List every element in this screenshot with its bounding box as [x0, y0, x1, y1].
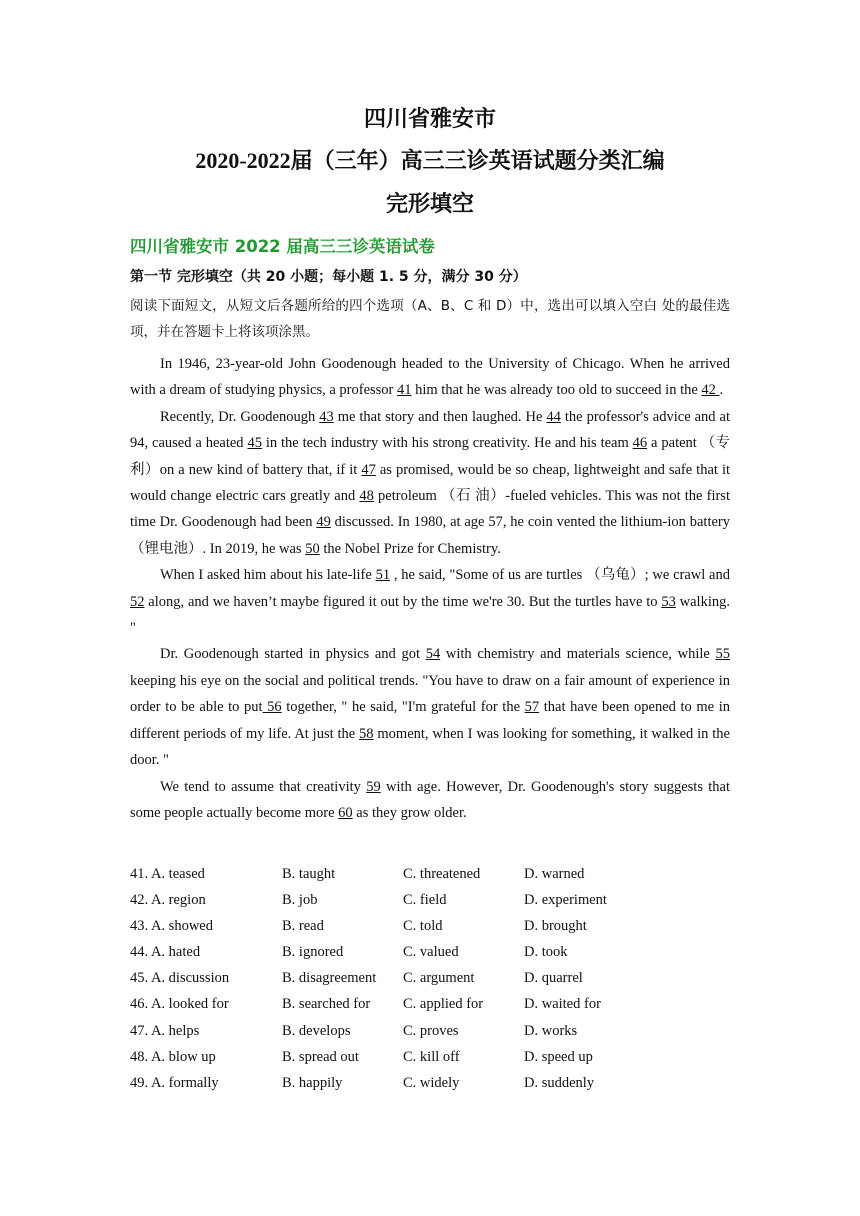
options-list	[130, 861, 730, 1096]
option-row	[130, 939, 730, 965]
instructions: 阅读下面短文，从短文后各题所给的四个选项（A、B、C 和 D）中，选出可以填入空白 处的最佳选项，并在答题卡上将该项涂黑。	[130, 298, 730, 341]
passage-text: petroleum （石 油）-fueled vehicles. This was not the first time Dr. Goodenough had been	[130, 488, 730, 531]
option-choice: C. field	[403, 892, 447, 909]
passage-text: with age. However, Dr. Goodenough's story suggests that some people actually become more	[130, 778, 730, 821]
doc-title-region: 四川省雅安市	[363, 106, 496, 131]
passage-text: as they grow older.	[352, 804, 467, 821]
option-choice: D. brought	[524, 918, 587, 935]
doc-title-topic: 完形填空	[385, 191, 474, 216]
option-row	[130, 991, 730, 1017]
option-choice: 46. A. looked for	[130, 996, 229, 1013]
option-choice: B. disagreement	[282, 970, 377, 987]
blank-number: 45	[247, 435, 262, 452]
blank-number: 55	[715, 646, 730, 663]
option-row	[130, 965, 730, 991]
passage-text: the professor's advice and at 94, caused a heated	[130, 408, 730, 452]
option-choice: 41. A. teased	[130, 866, 205, 882]
blank-number: 43	[319, 408, 334, 425]
option-choice: B. develops	[282, 1022, 351, 1039]
option-choice: C. threatened	[403, 866, 481, 882]
section-heading: 四川省雅安市 2022 届高三三诊英语试卷	[130, 237, 435, 256]
passage-text: .	[719, 382, 724, 399]
option-choice: D. waited for	[524, 996, 601, 1013]
paragraph	[130, 774, 730, 827]
option-choice: C. valued	[403, 944, 459, 961]
blank-number: 49	[316, 514, 331, 531]
blank-number: 46	[632, 435, 648, 452]
option-row	[130, 1018, 730, 1044]
option-choice: C. kill off	[403, 1048, 460, 1065]
doc-title-main: 2020-2022届（三年）高三三诊英语试题分类汇编	[195, 148, 665, 173]
blank-number: 44	[546, 408, 561, 425]
blank-number: 58	[359, 725, 374, 742]
passage-text: Dr. Goodenough started in physics and got	[160, 646, 426, 663]
option-choice: D. took	[524, 944, 568, 961]
option-choice: C. argument	[403, 970, 475, 987]
option-row	[130, 1044, 730, 1070]
option-choice: C. applied for	[403, 996, 484, 1013]
option-row	[130, 861, 730, 887]
blank-number: 52	[130, 593, 145, 610]
passage-text: along, and we haven’t maybe figured it out by the time we're 30. But the turtles have to	[144, 593, 662, 610]
blank-number: 50	[305, 540, 320, 557]
passage-text: When I asked him about his late-life	[160, 567, 376, 584]
blank-number: 47	[361, 461, 376, 478]
option-row	[130, 913, 730, 939]
option-choice: D. works	[524, 1022, 578, 1039]
blank-number: 54	[425, 646, 441, 663]
passage-text: him that he was already too old to succeed in the	[411, 382, 702, 399]
option-choice: 49. A. formally	[130, 1074, 219, 1091]
part-heading: 第一节 完形填空（共 20 小题；每小题 1. 5 分，满分 30 分）	[130, 269, 527, 285]
passage-text: the Nobel Prize for Chemistry.	[319, 540, 501, 557]
option-choice: B. happily	[282, 1074, 343, 1091]
blank-number: 53	[661, 593, 676, 610]
passage-text: a patent （专利）on a new kind of battery that, if it	[130, 435, 730, 478]
passage-text: Recently, Dr. Goodenough	[160, 408, 320, 425]
option-choice: 43. A. showed	[130, 918, 213, 935]
blank-number: 41	[397, 382, 412, 399]
passage-text: We tend to assume that creativity	[160, 778, 367, 795]
passage-text: keeping his eye on the social and political trends. "You have to draw on a fair amount of experience in order to be able to put	[130, 672, 730, 716]
blank-number: 48	[359, 488, 374, 505]
passage-text: In 1946, 23-year-old John Goodenough headed to the University of Chicago. When he arrived with a dream of studying physics, a professor	[130, 356, 730, 399]
passage-text: me that story and then laughed. He	[333, 408, 547, 425]
passage-text: walking. "	[130, 593, 730, 637]
option-row	[130, 1070, 730, 1096]
option-choice: 48. A. blow up	[130, 1048, 216, 1065]
option-choice: C. widely	[403, 1074, 460, 1091]
blank-number: 56	[262, 699, 282, 716]
passage-text: with chemistry and materials science, while	[440, 646, 716, 663]
option-choice: 42. A. region	[130, 892, 206, 909]
option-choice: D. quarrel	[524, 970, 583, 987]
option-choice: D. experiment	[524, 892, 607, 909]
passage-text: as promised, would be so cheap, lightweight and safe that it would change electric cars greatly and	[130, 461, 730, 505]
blank-number: 51	[375, 567, 391, 584]
blank-number: 60	[338, 804, 353, 821]
blank-number: 59	[366, 778, 381, 795]
passage-text: discussed. In 1980, at age 57, he coin vented the lithium-ion battery （锂电池）. In 2019, he was	[130, 514, 731, 557]
passage	[130, 351, 730, 826]
option-choice: D. speed up	[524, 1048, 593, 1065]
option-choice: B. read	[282, 918, 324, 935]
option-choice: D. warned	[524, 866, 585, 882]
paragraph	[130, 351, 730, 404]
paragraph	[130, 404, 730, 562]
option-choice: D. suddenly	[524, 1074, 595, 1091]
paragraph	[130, 562, 730, 641]
option-choice: B. taught	[282, 866, 336, 882]
passage-text: moment, when I was looking for something, it walked in the door. "	[130, 725, 730, 769]
passage-text: in the tech industry with his strong creativity. He and his team	[261, 435, 633, 452]
passage-text: , he said, "Some of us are turtles （乌龟）; we crawl and	[390, 567, 730, 584]
option-choice: C. proves	[403, 1022, 459, 1039]
option-choice: C. told	[403, 918, 443, 935]
option-choice: B. ignored	[282, 944, 344, 961]
option-choice: B. spread out	[282, 1048, 359, 1065]
option-choice: 44. A. hated	[130, 944, 201, 961]
option-choice: B. job	[282, 892, 318, 909]
option-choice: B. searched for	[282, 996, 371, 1013]
blank-number: 57	[524, 699, 540, 716]
passage-text: that have been opened to me in different periods of my life. At just the	[130, 699, 731, 742]
option-choice: 47. A. helps	[130, 1022, 200, 1039]
option-choice: 45. A. discussion	[130, 970, 230, 987]
passage-text: together, " he said, "I'm grateful for the	[281, 699, 525, 716]
option-row	[130, 887, 730, 913]
blank-number: 42	[701, 382, 720, 399]
paragraph	[130, 641, 730, 773]
